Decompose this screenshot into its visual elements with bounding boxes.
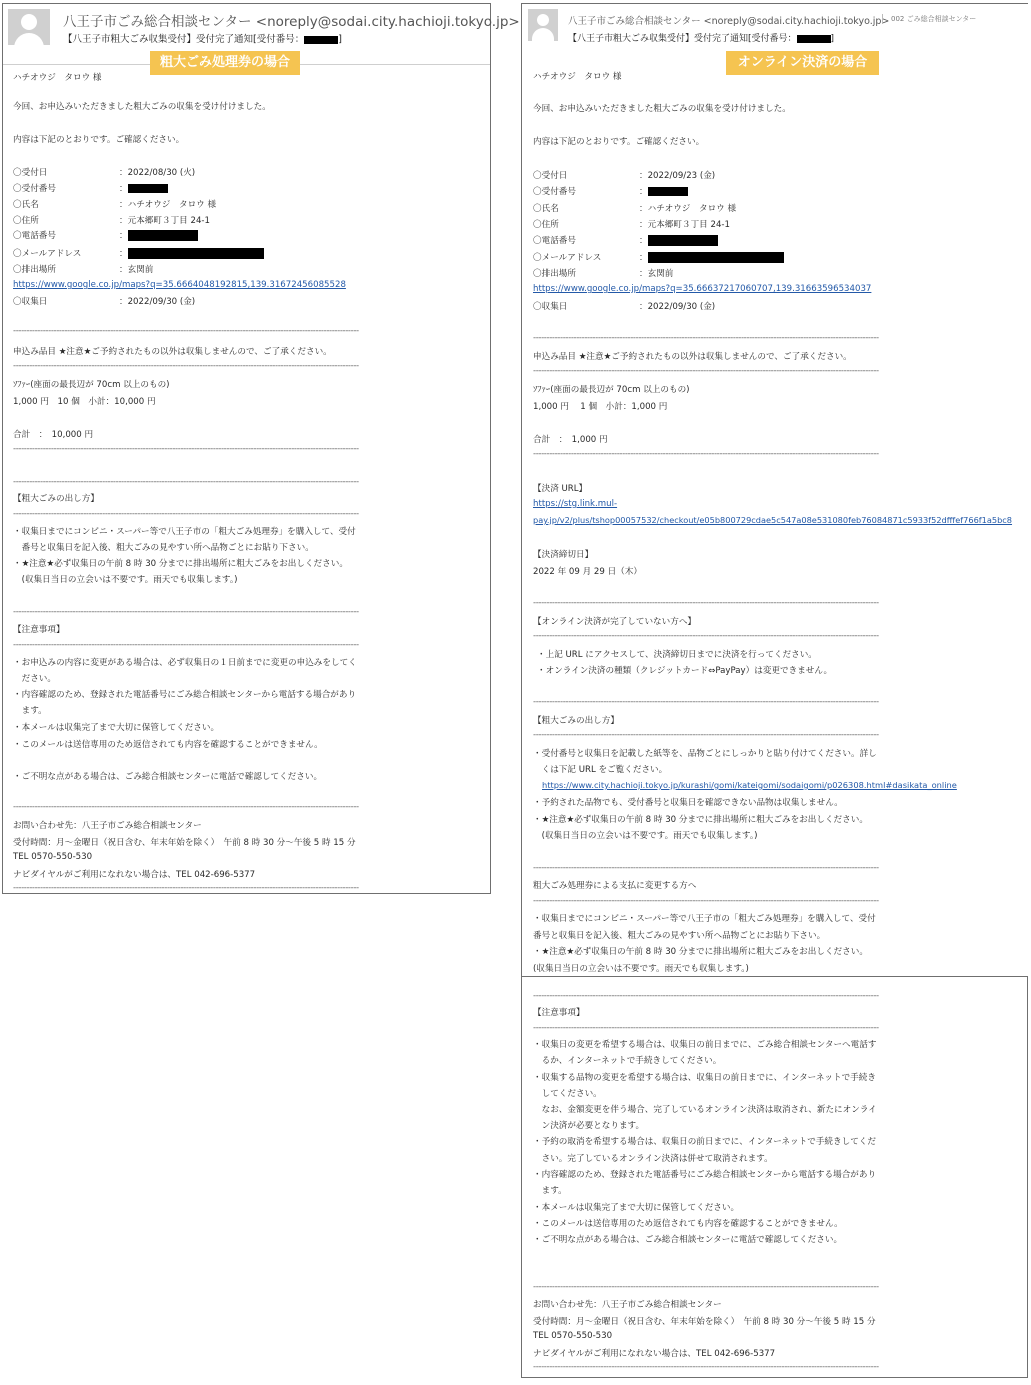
collect-row: 〇収集日 ：2022/09/30 (金): [533, 302, 716, 312]
intro-2: 内容は下記のとおりです。ご確認ください。: [533, 137, 705, 147]
mail-row: 〇メールアドレス ：: [533, 251, 784, 263]
place-row: 〇排出場所 ：玄関前: [533, 269, 674, 279]
divider: --------------------------------------------------------------------------------------------------------------------------------: [13, 444, 359, 454]
howto-head: 【粗大ごみの出し方】: [13, 494, 99, 504]
redacted-block: [304, 36, 338, 44]
total: 合計 ： 1,000 円: [533, 435, 608, 445]
email-online-payment: [521, 3, 1028, 978]
email-header: [3, 4, 520, 48]
howto-1: ・受付番号と収集日を記載した紙等を、品物ごとにしっかりと貼り付けてください。詳し: [533, 749, 877, 759]
divider: --------------------------------------------------------------------------------------------------------------------------------: [533, 1282, 879, 1292]
notes-head: 【注意事項】: [13, 625, 65, 635]
sender: [63, 10, 520, 30]
contact-4: ナビダイヤルがご利用になれない場合は、TEL 042-696-5377: [13, 870, 256, 880]
divider: --------------------------------------------------------------------------------------------------------------------------------: [13, 361, 359, 371]
change-3: ・★注意★必ず収集日の午前 8 時 30 分までに排出場所に粗大ごみをお出しください。: [533, 947, 868, 957]
howto-head: 【粗大ごみの出し方】: [533, 716, 619, 726]
contact-3: TEL 0570-550-530: [533, 1331, 613, 1341]
pay-url-line-1[interactable]: https://stg.link.mul-: [533, 499, 618, 509]
redacted-block: [648, 235, 718, 246]
divider: --------------------------------------------------------------------------------------------------------------------------------: [533, 863, 879, 873]
divider: --------------------------------------------------------------------------------------------------------------------------------: [13, 640, 359, 650]
notes-3: ・内容確認のため、登録された電話番号にごみ総合相談センターから電話する場合があり: [13, 690, 357, 700]
contact-2: 受付時間：月～金曜日（祝日含む、年末年始を除く） 午前 8 時 30 分～午後 5 時 15 分: [13, 838, 356, 848]
notes-3: ・収集する品物の変更を希望する場合は、収集日の前日までに、インターネットで手続き: [533, 1073, 876, 1083]
howto-4: ・★注意★必ず収集日の午前 8 時 30 分までに排出場所に粗大ごみをお出しください。: [533, 815, 868, 825]
notes-9: ・内容確認のため、登録された電話番号にごみ総合相談センターから電話する場合があり: [533, 1170, 877, 1180]
howto-link[interactable]: https://www.city.hachioji.tokyo.jp/kurashi/gomi/kateigomi/sodaigomi/p026308.html#dasikata_online: [542, 780, 957, 790]
contact-3: TEL 0570-550-530: [13, 852, 93, 862]
notes-11: ・本メールは収集完了まで大切に保管してください。: [533, 1203, 740, 1213]
item-price: 1,000 円 10 個 小計：10,000 円: [13, 397, 156, 407]
change-4: (収集日当日の立会いは不要です。雨天でも収集します。): [533, 964, 749, 974]
divider: --------------------------------------------------------------------------------------------------------------------------------: [533, 1023, 879, 1033]
item-name: ｿﾌｧｰ(座面の最長辺が 70cm 以上のもの): [533, 385, 690, 395]
contact-1: お問い合わせ先：八王子市ごみ総合相談センター: [13, 821, 202, 831]
notes-2: るか、インターネットで手続きしてください。: [533, 1056, 722, 1066]
subject-text: 【八王子市粗大ごみ収集受付】受付完了通知[受付番号：: [568, 34, 797, 44]
sender-name: 八王子市ごみ総合相談センター: [63, 14, 252, 30]
intro: 今回、お申込みいただきました粗大ごみの収集を受け付けました。: [533, 104, 791, 114]
place-row: 〇排出場所 ：玄関前: [13, 265, 154, 275]
item-price: 1,000 円 1 個 小計：1,000 円: [533, 402, 668, 412]
incomplete-head: 【オンライン決済が完了していない方へ】: [533, 617, 697, 627]
notes-6: ン決済が必要となります。: [533, 1121, 645, 1131]
map-link[interactable]: https://www.google.co.jp/maps?q=35.6664048192815,139.31672456085528: [13, 280, 346, 290]
intro-2: 内容は下記のとおりです。ご確認ください。: [13, 135, 185, 145]
redacted-block: [648, 187, 688, 196]
change-2: 番号と収集日を記入後、粗大ごみの見やすい所へ品物ごとにお貼り下さい。: [533, 931, 826, 941]
address-row: 〇住所 ：元本郷町３丁目 24-1: [533, 220, 730, 230]
contact-4: ナビダイヤルがご利用になれない場合は、TEL 042-696-5377: [533, 1349, 776, 1359]
divider: --------------------------------------------------------------------------------------------------------------------------------: [533, 991, 879, 1001]
divider: --------------------------------------------------------------------------------------------------------------------------------: [533, 449, 879, 459]
number-row: 〇受付番号 ：: [533, 185, 688, 197]
email-online-payment-continued: [521, 976, 1028, 1378]
collect-row: 〇収集日 ：2022/09/30 (金): [13, 297, 196, 307]
notes-2: ださい。: [13, 674, 56, 684]
divider: --------------------------------------------------------------------------------------------------------------------------------: [533, 697, 879, 707]
received-row: 〇受付日 ：2022/09/23 (金): [533, 171, 716, 181]
notes-8: さい。完了しているオンライン決済は併せて取消されます。: [533, 1154, 773, 1164]
divider: --------------------------------------------------------------------------------------------------------------------------------: [533, 631, 879, 641]
sender-email: <noreply@sodai.city.hachioji.tokyo.jp>: [703, 16, 890, 27]
redacted-block: [128, 248, 264, 259]
divider: --------------------------------------------------------------------------------------------------------------------------------: [533, 598, 879, 608]
divider: --------------------------------------------------------------------------------------------------------------------------------: [13, 883, 359, 893]
incomplete-1: ・上記 URL にアクセスして、決済締切日までに決済を行ってください。: [537, 650, 817, 660]
redacted-block: [797, 35, 831, 43]
received-row: 〇受付日 ：2022/08/30 (火): [13, 168, 196, 178]
howto-1: ・収集日までにコンビニ・スーパー等で八王子市の「粗大ごみ処理券」を購入して、受付: [13, 527, 356, 537]
divider: --------------------------------------------------------------------------------------------------------------------------------: [533, 333, 879, 343]
notes-1: ・収集日の変更を希望する場合は、収集日の前日までに、ごみ総合相談センターへ電話す: [533, 1040, 877, 1050]
divider: --------------------------------------------------------------------------------------------------------------------------------: [533, 366, 879, 376]
sender: [568, 13, 889, 27]
divider: --------------------------------------------------------------------------------------------------------------------------------: [13, 326, 359, 336]
phone-row: 〇電話番号 ：: [13, 229, 198, 241]
divider: --------------------------------------------------------------------------------------------------------------------------------: [13, 509, 359, 519]
pay-url-head: 【決済 URL】: [533, 484, 588, 494]
divider: --------------------------------------------------------------------------------------------------------------------------------: [13, 477, 359, 487]
address-row: 〇住所 ：元本郷町３丁目 24-1: [13, 216, 210, 226]
items-head: 申込み品目 ★注意★ご予約されたもの以外は収集しませんので、ご了承ください。: [533, 352, 852, 362]
greeting: ハチオウジ タロウ 様: [533, 72, 622, 82]
item-name: ｿﾌｧｰ(座面の最長辺が 70cm 以上のもの): [13, 380, 170, 390]
contact-1: お問い合わせ先：八王子市ごみ総合相談センター: [533, 1300, 722, 1310]
deadline: 2022 年 09 月 29 日（木）: [533, 567, 642, 577]
case-tag: オンライン決済の場合: [726, 51, 879, 75]
email-header: [522, 4, 1028, 48]
howto-2: 番号と収集日を記入後、粗大ごみの見やすい所へ品物ごとにお貼り下さい。: [13, 543, 314, 553]
redacted-block: [128, 230, 198, 241]
notes-4: ます。: [13, 706, 47, 716]
intro: 今回、お申込みいただきました粗大ごみの収集を受け付けました。: [13, 102, 271, 112]
notes-12: ・このメールは送信専用のため返信されても内容を確認することができません。: [533, 1219, 843, 1229]
notes-13: ・ご不明な点がある場合は、ごみ総合相談センターに電話で確認してください。: [533, 1235, 843, 1245]
divider: --------------------------------------------------------------------------------------------------------------------------------: [533, 896, 879, 906]
case-tag: 粗大ごみ処理券の場合: [150, 51, 300, 75]
change-head: 粗大ごみ処理券による支払に変更する方へ: [533, 881, 697, 891]
divider: --------------------------------------------------------------------------------------------------------------------------------: [13, 607, 359, 617]
divider: --------------------------------------------------------------------------------------------------------------------------------: [533, 730, 879, 740]
sender-name: 八王子市ごみ総合相談センター: [568, 16, 701, 27]
notes-10: ます。: [533, 1186, 567, 1196]
incomplete-2: ・オンライン決済の種類（クレジットカード⇔PayPay）は変更できません。: [537, 666, 833, 676]
change-1: ・収集日までにコンビニ・スーパー等で八王子市の「粗大ごみ処理券」を購入して、受付: [533, 914, 876, 924]
redacted-block: [128, 184, 168, 193]
redacted-block: [648, 252, 784, 263]
notes-7: ・ご不明な点がある場合は、ごみ総合相談センターに電話で確認してください。: [13, 772, 323, 782]
mail-row: 〇メールアドレス ：: [13, 247, 264, 259]
map-link[interactable]: https://www.google.co.jp/maps?q=35.66637217060707,139.31663596534037: [533, 284, 872, 294]
subject-suffix: ]: [830, 34, 835, 44]
name-row: 〇氏名 ：ハチオウジ タロウ 様: [533, 204, 737, 214]
howto-5: (収集日当日の立会いは不要です。雨天でも収集します。): [533, 831, 758, 841]
avatar: [528, 9, 558, 41]
avatar: [8, 9, 50, 45]
phone-row: 〇電話番号 ：: [533, 234, 718, 246]
divider: --------------------------------------------------------------------------------------------------------------------------------: [533, 1362, 879, 1372]
notes-1: ・お申込みの内容に変更がある場合は、必ず収集日の１日前までに変更の申込みをしてく: [13, 658, 357, 668]
notes-5: なお、金額変更を伴う場合、完了しているオンライン決済は取消され、新たにオンライ: [533, 1105, 877, 1115]
howto-3: ・★注意★必ず収集日の午前 8 時 30 分までに排出場所に粗大ごみをお出しください。: [13, 559, 348, 569]
pay-url-line-2[interactable]: pay.jp/v2/plus/tshop00057532/checkout/e05b800729cdae5c547a08e531080feb76084871c5933f52dfffef766f1a5bc8: [533, 515, 1013, 525]
notes-7: ・予約の取消を希望する場合は、収集日の前日までに、インターネットで手続きしてくだ: [533, 1137, 876, 1147]
name-row: 〇氏名 ：ハチオウジ タロウ 様: [13, 200, 217, 210]
subject-text: 【八王子市粗大ごみ収集受付】受付完了通知[受付番号：: [63, 34, 305, 45]
sender-email: <noreply@sodai.city.hachioji.tokyo.jp>: [255, 14, 520, 30]
subject: [568, 31, 834, 44]
howto-2: くは下記 URL をご覧ください。: [533, 765, 668, 775]
total: 合計 ： 10,000 円: [13, 430, 94, 440]
contact-2: 受付時間：月～金曜日（祝日含む、年末年始を除く） 午前 8 時 30 分～午後 5 時 15 分: [533, 1317, 876, 1327]
notes-6: ・このメールは送信専用のため返信されても内容を確認することができません。: [13, 740, 323, 750]
items-head: 申込み品目 ★注意★ご予約されたもの以外は収集しませんので、ご了承ください。: [13, 347, 332, 357]
notes-5: ・本メールは収集完了まで大切に保管してください。: [13, 723, 220, 733]
notes-head: 【注意事項】: [533, 1008, 585, 1018]
greeting: ハチオウジ タロウ 様: [13, 73, 102, 83]
subject-suffix: ]: [338, 34, 342, 45]
recipient: 002 ごみ総合相談センター: [882, 14, 976, 24]
subject: [63, 31, 342, 45]
notes-4: してください。: [533, 1089, 602, 1099]
howto-4: (収集日当日の立会いは不要です。雨天でも収集します。): [13, 575, 238, 585]
email-paper-ticket: [2, 3, 520, 894]
howto-3: ・予約された品物でも、受付番号と収集日を確認できない品物は収集しません。: [533, 798, 843, 808]
deadline-head: 【決済締切日】: [533, 550, 594, 560]
divider: --------------------------------------------------------------------------------------------------------------------------------: [13, 802, 359, 812]
number-row: 〇受付番号 ：: [13, 182, 168, 194]
